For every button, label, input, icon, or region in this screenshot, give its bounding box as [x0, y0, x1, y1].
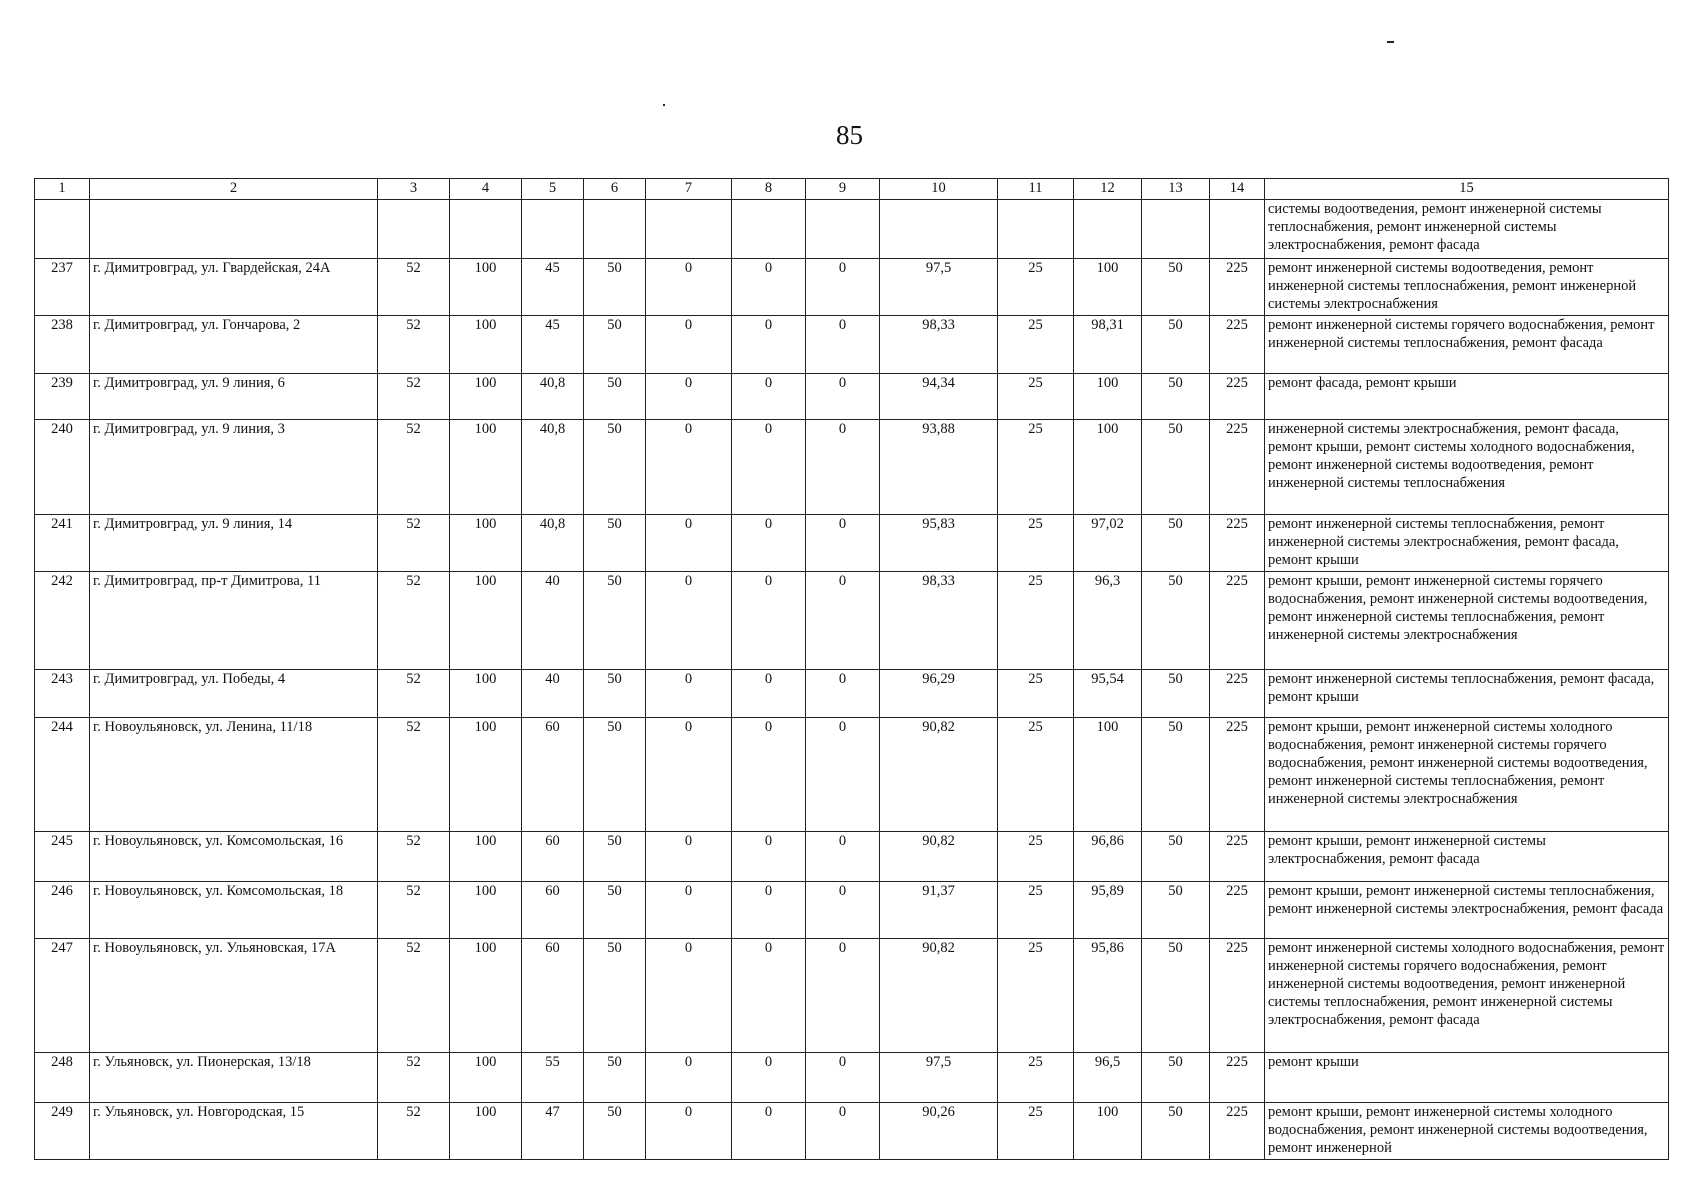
value-col13: 50 [1142, 316, 1210, 374]
value-col8: 0 [732, 882, 806, 939]
value-col6: 50 [584, 420, 646, 515]
table-row [35, 200, 1669, 259]
row-number: 247 [35, 939, 90, 1053]
value-col13: 50 [1142, 882, 1210, 939]
value-col5: 40 [522, 572, 584, 670]
value-col10: 91,37 [880, 882, 998, 939]
value-col12: 100 [1074, 420, 1142, 515]
col-number: 7 [646, 179, 732, 200]
value-col12: 96,3 [1074, 572, 1142, 670]
table-row [35, 259, 1669, 316]
value-col13: 50 [1142, 1053, 1210, 1103]
value-col8: 0 [732, 1103, 806, 1160]
works-description: ремонт инженерной системы холодного водоснабжения, ремонт инженерной системы горячего водоснабжения, ремонт инженерной системы водоотведения, ремонт инженерной системы теплоснабжения, ремонт инженерной системы электроснабжения, ремонт фасада [1265, 939, 1669, 1053]
value-col11: 25 [998, 939, 1074, 1053]
works-description: ремонт крыши, ремонт инженерной системы холодного водоснабжения, ремонт инженерной системы водоотведения, ремонт инженерной [1265, 1103, 1669, 1160]
value-col5: 40,8 [522, 374, 584, 420]
value-col3: 52 [378, 1053, 450, 1103]
works-description: ремонт инженерной системы водоотведения, ремонт инженерной системы теплоснабжения, ремонт инженерной системы электроснабжения [1265, 259, 1669, 316]
value-col9: 0 [806, 670, 880, 718]
value-col7: 0 [646, 316, 732, 374]
housing-register-table [34, 178, 1669, 1160]
value-col10: 90,26 [880, 1103, 998, 1160]
value-col14: 225 [1210, 572, 1265, 670]
value-col8: 0 [732, 832, 806, 882]
value-col14: 225 [1210, 316, 1265, 374]
value-col9: 0 [806, 316, 880, 374]
value-col9: 0 [806, 1053, 880, 1103]
value-col6: 50 [584, 515, 646, 572]
value-col14: 225 [1210, 1053, 1265, 1103]
table-row [35, 832, 1669, 882]
value-col9: 0 [806, 882, 880, 939]
value-col7: 0 [646, 259, 732, 316]
row-number: 249 [35, 1103, 90, 1160]
value-col4: 100 [450, 718, 522, 832]
col-number: 5 [522, 179, 584, 200]
col-number: 15 [1265, 179, 1669, 200]
address: г. Димитровград, ул. 9 линия, 14 [90, 515, 378, 572]
value-col3: 52 [378, 374, 450, 420]
value-col13: 50 [1142, 515, 1210, 572]
address: г. Димитровград, ул. 9 линия, 3 [90, 420, 378, 515]
works-description: ремонт инженерной системы теплоснабжения, ремонт фасада, ремонт крыши [1265, 670, 1669, 718]
value-col3: 52 [378, 515, 450, 572]
table-row [35, 939, 1669, 1053]
value-col3: 52 [378, 939, 450, 1053]
value-col14: 225 [1210, 882, 1265, 939]
value-col9 [806, 200, 880, 259]
value-col14: 225 [1210, 420, 1265, 515]
value-col9: 0 [806, 420, 880, 515]
value-col9: 0 [806, 832, 880, 882]
col-number: 1 [35, 179, 90, 200]
value-col5: 45 [522, 259, 584, 316]
value-col14: 225 [1210, 259, 1265, 316]
value-col6: 50 [584, 882, 646, 939]
value-col4 [450, 200, 522, 259]
value-col13 [1142, 200, 1210, 259]
value-col8: 0 [732, 1053, 806, 1103]
value-col11 [998, 200, 1074, 259]
value-col6: 50 [584, 374, 646, 420]
value-col7 [646, 200, 732, 259]
value-col10: 90,82 [880, 718, 998, 832]
address [90, 200, 378, 259]
value-col3: 52 [378, 420, 450, 515]
value-col10: 95,83 [880, 515, 998, 572]
col-number: 13 [1142, 179, 1210, 200]
value-col6: 50 [584, 1053, 646, 1103]
value-col8: 0 [732, 515, 806, 572]
address: г. Димитровград, ул. Гвардейская, 24А [90, 259, 378, 316]
row-number: 243 [35, 670, 90, 718]
value-col6: 50 [584, 718, 646, 832]
value-col3: 52 [378, 832, 450, 882]
value-col5: 60 [522, 832, 584, 882]
row-number: 248 [35, 1053, 90, 1103]
value-col4: 100 [450, 1103, 522, 1160]
value-col4: 100 [450, 1053, 522, 1103]
row-number: 238 [35, 316, 90, 374]
value-col10: 93,88 [880, 420, 998, 515]
value-col13: 50 [1142, 572, 1210, 670]
value-col13: 50 [1142, 670, 1210, 718]
value-col13: 50 [1142, 718, 1210, 832]
scan-mark [1387, 41, 1394, 43]
value-col10: 98,33 [880, 316, 998, 374]
value-col12: 100 [1074, 718, 1142, 832]
row-number: 246 [35, 882, 90, 939]
value-col14: 225 [1210, 670, 1265, 718]
value-col8 [732, 200, 806, 259]
value-col13: 50 [1142, 832, 1210, 882]
value-col8: 0 [732, 939, 806, 1053]
value-col8: 0 [732, 670, 806, 718]
value-col12: 98,31 [1074, 316, 1142, 374]
table-row [35, 374, 1669, 420]
address: г. Новоульяновск, ул. Комсомольская, 18 [90, 882, 378, 939]
value-col12: 95,86 [1074, 939, 1142, 1053]
table-row [35, 718, 1669, 832]
value-col5: 60 [522, 939, 584, 1053]
value-col9: 0 [806, 259, 880, 316]
works-description: ремонт крыши, ремонт инженерной системы горячего водоснабжения, ремонт инженерной системы водоотведения, ремонт инженерной системы теплоснабжения, ремонт инженерной системы электроснабжения [1265, 572, 1669, 670]
row-number: 240 [35, 420, 90, 515]
value-col4: 100 [450, 259, 522, 316]
value-col7: 0 [646, 420, 732, 515]
value-col5 [522, 200, 584, 259]
value-col11: 25 [998, 316, 1074, 374]
address: г. Димитровград, ул. 9 линия, 6 [90, 374, 378, 420]
value-col13: 50 [1142, 939, 1210, 1053]
value-col3: 52 [378, 670, 450, 718]
table-row [35, 420, 1669, 515]
value-col13: 50 [1142, 1103, 1210, 1160]
page-number: 85 [836, 120, 863, 150]
value-col10: 97,5 [880, 259, 998, 316]
value-col13: 50 [1142, 374, 1210, 420]
row-number [35, 200, 90, 259]
value-col6: 50 [584, 1103, 646, 1160]
value-col12: 100 [1074, 259, 1142, 316]
value-col3: 52 [378, 882, 450, 939]
col-number: 10 [880, 179, 998, 200]
value-col14: 225 [1210, 718, 1265, 832]
value-col9: 0 [806, 939, 880, 1053]
works-description: ремонт крыши, ремонт инженерной системы холодного водоснабжения, ремонт инженерной системы горячего водоснабжения, ремонт инженерной системы водоотведения, ремонт инженерной системы теплоснабжения, ремонт инженерной системы электроснабжения [1265, 718, 1669, 832]
col-number: 8 [732, 179, 806, 200]
value-col12: 96,86 [1074, 832, 1142, 882]
value-col7: 0 [646, 939, 732, 1053]
value-col7: 0 [646, 670, 732, 718]
value-col3: 52 [378, 572, 450, 670]
value-col12: 97,02 [1074, 515, 1142, 572]
works-description: ремонт фасада, ремонт крыши [1265, 374, 1669, 420]
value-col5: 40,8 [522, 420, 584, 515]
value-col7: 0 [646, 882, 732, 939]
value-col11: 25 [998, 374, 1074, 420]
value-col11: 25 [998, 1053, 1074, 1103]
table-row [35, 670, 1669, 718]
value-col8: 0 [732, 572, 806, 670]
value-col5: 55 [522, 1053, 584, 1103]
value-col6: 50 [584, 670, 646, 718]
works-description: ремонт инженерной системы горячего водоснабжения, ремонт инженерной системы теплоснабжения, ремонт фасада [1265, 316, 1669, 374]
works-description: ремонт инженерной системы теплоснабжения, ремонт инженерной системы электроснабжения, ремонт фасада, ремонт крыши [1265, 515, 1669, 572]
value-col4: 100 [450, 572, 522, 670]
table-row [35, 316, 1669, 374]
value-col14: 225 [1210, 515, 1265, 572]
value-col10: 97,5 [880, 1053, 998, 1103]
value-col11: 25 [998, 718, 1074, 832]
value-col12: 95,89 [1074, 882, 1142, 939]
value-col3 [378, 200, 450, 259]
value-col10: 90,82 [880, 939, 998, 1053]
table-row [35, 882, 1669, 939]
value-col9: 0 [806, 515, 880, 572]
value-col7: 0 [646, 1053, 732, 1103]
value-col14: 225 [1210, 374, 1265, 420]
value-col5: 47 [522, 1103, 584, 1160]
value-col5: 60 [522, 882, 584, 939]
value-col4: 100 [450, 420, 522, 515]
value-col12: 100 [1074, 1103, 1142, 1160]
value-col7: 0 [646, 1103, 732, 1160]
value-col11: 25 [998, 259, 1074, 316]
col-number: 14 [1210, 179, 1265, 200]
value-col13: 50 [1142, 259, 1210, 316]
value-col4: 100 [450, 670, 522, 718]
col-number: 6 [584, 179, 646, 200]
value-col3: 52 [378, 1103, 450, 1160]
value-col6: 50 [584, 832, 646, 882]
value-col4: 100 [450, 939, 522, 1053]
value-col7: 0 [646, 515, 732, 572]
address: г. Ульяновск, ул. Пионерская, 13/18 [90, 1053, 378, 1103]
works-description: системы водоотведения, ремонт инженерной системы теплоснабжения, ремонт инженерной системы электроснабжения, ремонт фасада [1265, 200, 1669, 259]
value-col10: 98,33 [880, 572, 998, 670]
scan-dot [663, 104, 665, 106]
value-col10: 94,34 [880, 374, 998, 420]
value-col11: 25 [998, 832, 1074, 882]
value-col8: 0 [732, 316, 806, 374]
value-col14: 225 [1210, 832, 1265, 882]
value-col8: 0 [732, 718, 806, 832]
address: г. Димитровград, ул. Гончарова, 2 [90, 316, 378, 374]
value-col7: 0 [646, 832, 732, 882]
col-number: 11 [998, 179, 1074, 200]
value-col5: 60 [522, 718, 584, 832]
value-col9: 0 [806, 374, 880, 420]
value-col11: 25 [998, 420, 1074, 515]
row-number: 237 [35, 259, 90, 316]
value-col9: 0 [806, 572, 880, 670]
value-col7: 0 [646, 374, 732, 420]
value-col14: 225 [1210, 1103, 1265, 1160]
value-col9: 0 [806, 1103, 880, 1160]
value-col6: 50 [584, 572, 646, 670]
table-row [35, 1103, 1669, 1160]
table-row [35, 515, 1669, 572]
row-number: 241 [35, 515, 90, 572]
value-col5: 45 [522, 316, 584, 374]
table-row [35, 572, 1669, 670]
value-col4: 100 [450, 832, 522, 882]
column-number-row [35, 179, 1669, 200]
value-col6: 50 [584, 316, 646, 374]
table-row [35, 1053, 1669, 1103]
value-col3: 52 [378, 718, 450, 832]
value-col5: 40,8 [522, 515, 584, 572]
value-col3: 52 [378, 316, 450, 374]
value-col4: 100 [450, 316, 522, 374]
value-col6 [584, 200, 646, 259]
value-col11: 25 [998, 515, 1074, 572]
works-description: инженерной системы электроснабжения, ремонт фасада, ремонт крыши, ремонт системы холодного водоснабжения, ремонт инженерной системы водоотведения, ремонт инженерной системы теплоснабжения [1265, 420, 1669, 515]
value-col11: 25 [998, 1103, 1074, 1160]
value-col5: 40 [522, 670, 584, 718]
address: г. Ульяновск, ул. Новгородская, 15 [90, 1103, 378, 1160]
value-col7: 0 [646, 718, 732, 832]
value-col11: 25 [998, 572, 1074, 670]
value-col4: 100 [450, 374, 522, 420]
value-col4: 100 [450, 882, 522, 939]
value-col12: 100 [1074, 374, 1142, 420]
value-col3: 52 [378, 259, 450, 316]
col-number: 9 [806, 179, 880, 200]
row-number: 244 [35, 718, 90, 832]
value-col8: 0 [732, 420, 806, 515]
value-col12: 95,54 [1074, 670, 1142, 718]
value-col7: 0 [646, 572, 732, 670]
value-col10: 96,29 [880, 670, 998, 718]
works-description: ремонт крыши, ремонт инженерной системы электроснабжения, ремонт фасада [1265, 832, 1669, 882]
col-number: 3 [378, 179, 450, 200]
value-col11: 25 [998, 882, 1074, 939]
value-col9: 0 [806, 718, 880, 832]
value-col10: 90,82 [880, 832, 998, 882]
row-number: 245 [35, 832, 90, 882]
value-col6: 50 [584, 259, 646, 316]
col-number: 2 [90, 179, 378, 200]
row-number: 239 [35, 374, 90, 420]
works-description: ремонт крыши [1265, 1053, 1669, 1103]
address: г. Новоульяновск, ул. Комсомольская, 16 [90, 832, 378, 882]
address: г. Димитровград, пр-т Димитрова, 11 [90, 572, 378, 670]
address: г. Новоульяновск, ул. Ульяновская, 17А [90, 939, 378, 1053]
value-col13: 50 [1142, 420, 1210, 515]
address: г. Новоульяновск, ул. Ленина, 11/18 [90, 718, 378, 832]
col-number: 12 [1074, 179, 1142, 200]
value-col10 [880, 200, 998, 259]
value-col11: 25 [998, 670, 1074, 718]
value-col14 [1210, 200, 1265, 259]
value-col4: 100 [450, 515, 522, 572]
value-col12 [1074, 200, 1142, 259]
value-col8: 0 [732, 259, 806, 316]
works-description: ремонт крыши, ремонт инженерной системы теплоснабжения, ремонт инженерной системы электроснабжения, ремонт фасада [1265, 882, 1669, 939]
address: г. Димитровград, ул. Победы, 4 [90, 670, 378, 718]
value-col12: 96,5 [1074, 1053, 1142, 1103]
value-col6: 50 [584, 939, 646, 1053]
row-number: 242 [35, 572, 90, 670]
value-col14: 225 [1210, 939, 1265, 1053]
col-number: 4 [450, 179, 522, 200]
value-col8: 0 [732, 374, 806, 420]
